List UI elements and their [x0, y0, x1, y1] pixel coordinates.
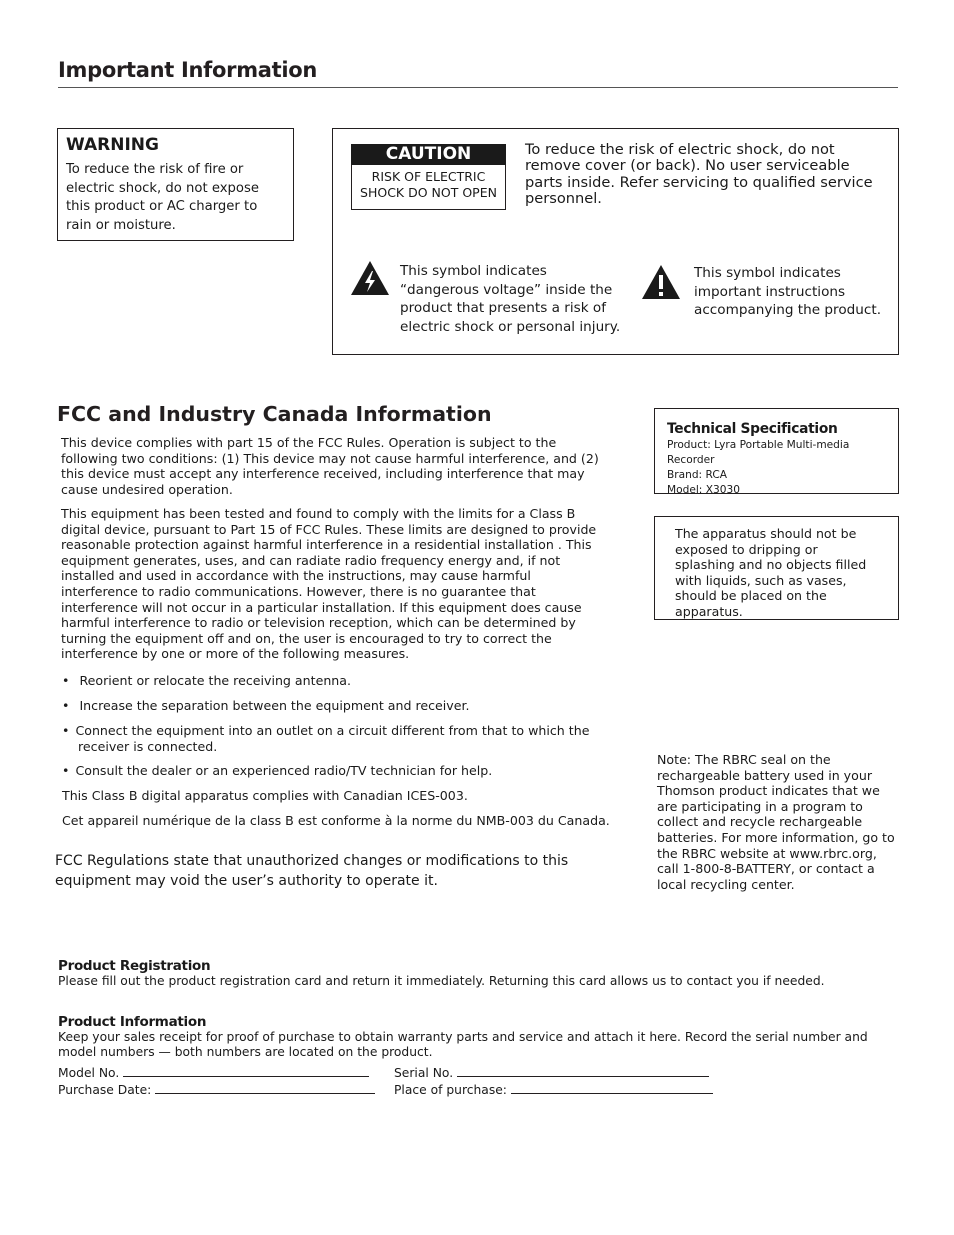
warning-title: WARNING: [66, 135, 159, 155]
fcc-regulations-text: FCC Regulations state that unauthorized changes or modifications to this equipment may void the user’s authority to operate it.: [55, 853, 569, 889]
bullet-text: Connect the equipment into an outlet on a circuit different from that to which the receiver is connected.: [75, 723, 590, 754]
serial-number-field[interactable]: [394, 1065, 709, 1082]
product-information-title: Product Information: [58, 1014, 207, 1030]
serial-number-line[interactable]: [457, 1065, 709, 1077]
model-number-field[interactable]: [58, 1065, 369, 1082]
header-divider: [58, 87, 898, 88]
purchase-date-label: Purchase Date:: [58, 1083, 152, 1097]
list-item: [62, 698, 602, 714]
technical-spec-model: Model: X3030: [667, 484, 740, 496]
lightning-warning-icon: [350, 260, 390, 296]
bullet-text: Consult the dealer or an experienced radio/TV technician for help.: [75, 763, 493, 778]
bullet-text: Increase the separation between the equipment and receiver.: [79, 698, 470, 713]
list-item: [62, 763, 602, 779]
caution-text: To reduce the risk of electric shock, do not remove cover (or back). No user serviceable parts inside. Refer servicing to qualified service personnel.: [525, 141, 873, 207]
purchase-date-line[interactable]: [155, 1082, 375, 1094]
purchase-date-field[interactable]: [58, 1082, 375, 1099]
exclamation-warning-icon: [641, 264, 681, 300]
warning-box: [57, 128, 294, 241]
voltage-symbol-text: This symbol indicates “dangerous voltage” inside the product that presents a risk of electric shock or personal injury.: [400, 263, 621, 335]
bullet-mark: •: [62, 673, 70, 688]
bullet-mark: •: [62, 723, 70, 738]
technical-spec-brand: Brand: RCA: [667, 469, 727, 481]
bullet-mark: •: [62, 763, 70, 778]
technical-spec-product: Product: Lyra Portable Multi-media Recorder: [667, 439, 850, 466]
caution-sublabel: RISK OF ELECTRIC SHOCK DO NOT OPEN: [360, 169, 497, 200]
model-number-label: Model No.: [58, 1066, 120, 1080]
place-of-purchase-field[interactable]: [394, 1082, 713, 1099]
dripping-notice-text: The apparatus should not be exposed to dripping or splashing and no objects filled with liquids, such as vases, should be placed on the apparatus.: [675, 526, 867, 619]
page-title: Important Information: [58, 58, 318, 82]
fcc-paragraph-2: This equipment has been tested and found to comply with the limits for a Class B digital device, pursuant to Part 15 of FCC Rules. These limits are designed to provide reasonable protection against harmful interference in a residential installation . This equipment generates, uses, and can radiate radio frequency energy and, if not installed and used in accordance with the instructions, may cause harmful interference to radio communications. However, there is no guarantee that interference will not occur in a particular installation. If this equipment does cause harmful interference to radio or television reception, which can be determined by turning the equipment off and on, the user is encouraged to try to correct the interference by one or more of the following measures.: [61, 506, 597, 662]
caution-label: CAUTION: [351, 144, 506, 165]
product-information-section: [58, 1014, 898, 1060]
canada-compliance-en: This Class B digital apparatus complies with Canadian ICES-003.: [62, 788, 468, 803]
rbrc-note: Note: The RBRC seal on the rechargeable battery used in your Thomson product indicates that we are participating in a program to collect and recycle rechargeable batteries. For more information, go to the RBRC website at www.rbrc.org, call 1-800-8-BATTERY, or contact a local recycling center.: [657, 752, 895, 892]
list-item: [62, 723, 592, 754]
bullet-text: Reorient or relocate the receiving antenna.: [79, 673, 351, 688]
list-item: [62, 673, 602, 689]
serial-number-label: Serial No.: [394, 1066, 454, 1080]
warning-text: To reduce the risk of fire or electric shock, do not expose this product or AC charger to rain or moisture.: [66, 162, 259, 233]
product-registration-section: [58, 958, 918, 989]
place-of-purchase-label: Place of purchase:: [394, 1083, 507, 1097]
technical-spec-title: Technical Specification: [667, 421, 838, 437]
product-registration-text: Please fill out the product registration card and return it immediately. Returning this card allows us to contact you if needed.: [58, 974, 825, 988]
model-number-line[interactable]: [123, 1065, 369, 1077]
canada-compliance-fr: Cet appareil numérique de la class B est conforme à la norme du NMB-003 du Canada.: [62, 813, 610, 828]
fcc-paragraph-1: This device complies with part 15 of the FCC Rules. Operation is subject to the following two conditions: (1) This device may not cause harmful interference, and (2) this device must accept any interference received, including interference that may cause undesired operation.: [61, 435, 599, 497]
dripping-notice-box: [654, 516, 899, 620]
product-registration-title: Product Registration: [58, 958, 211, 974]
bullet-mark: •: [62, 698, 70, 713]
place-of-purchase-line[interactable]: [511, 1082, 713, 1094]
fcc-section-title: FCC and Industry Canada Information: [57, 402, 492, 426]
technical-spec-box: [654, 408, 899, 494]
instructions-symbol-text: This symbol indicates important instructions accompanying the product.: [694, 265, 882, 318]
product-information-text: Keep your sales receipt for proof of purchase to obtain warranty parts and service and attach it here. Record the serial number and model numbers — both numbers are located on the product.: [58, 1030, 868, 1059]
